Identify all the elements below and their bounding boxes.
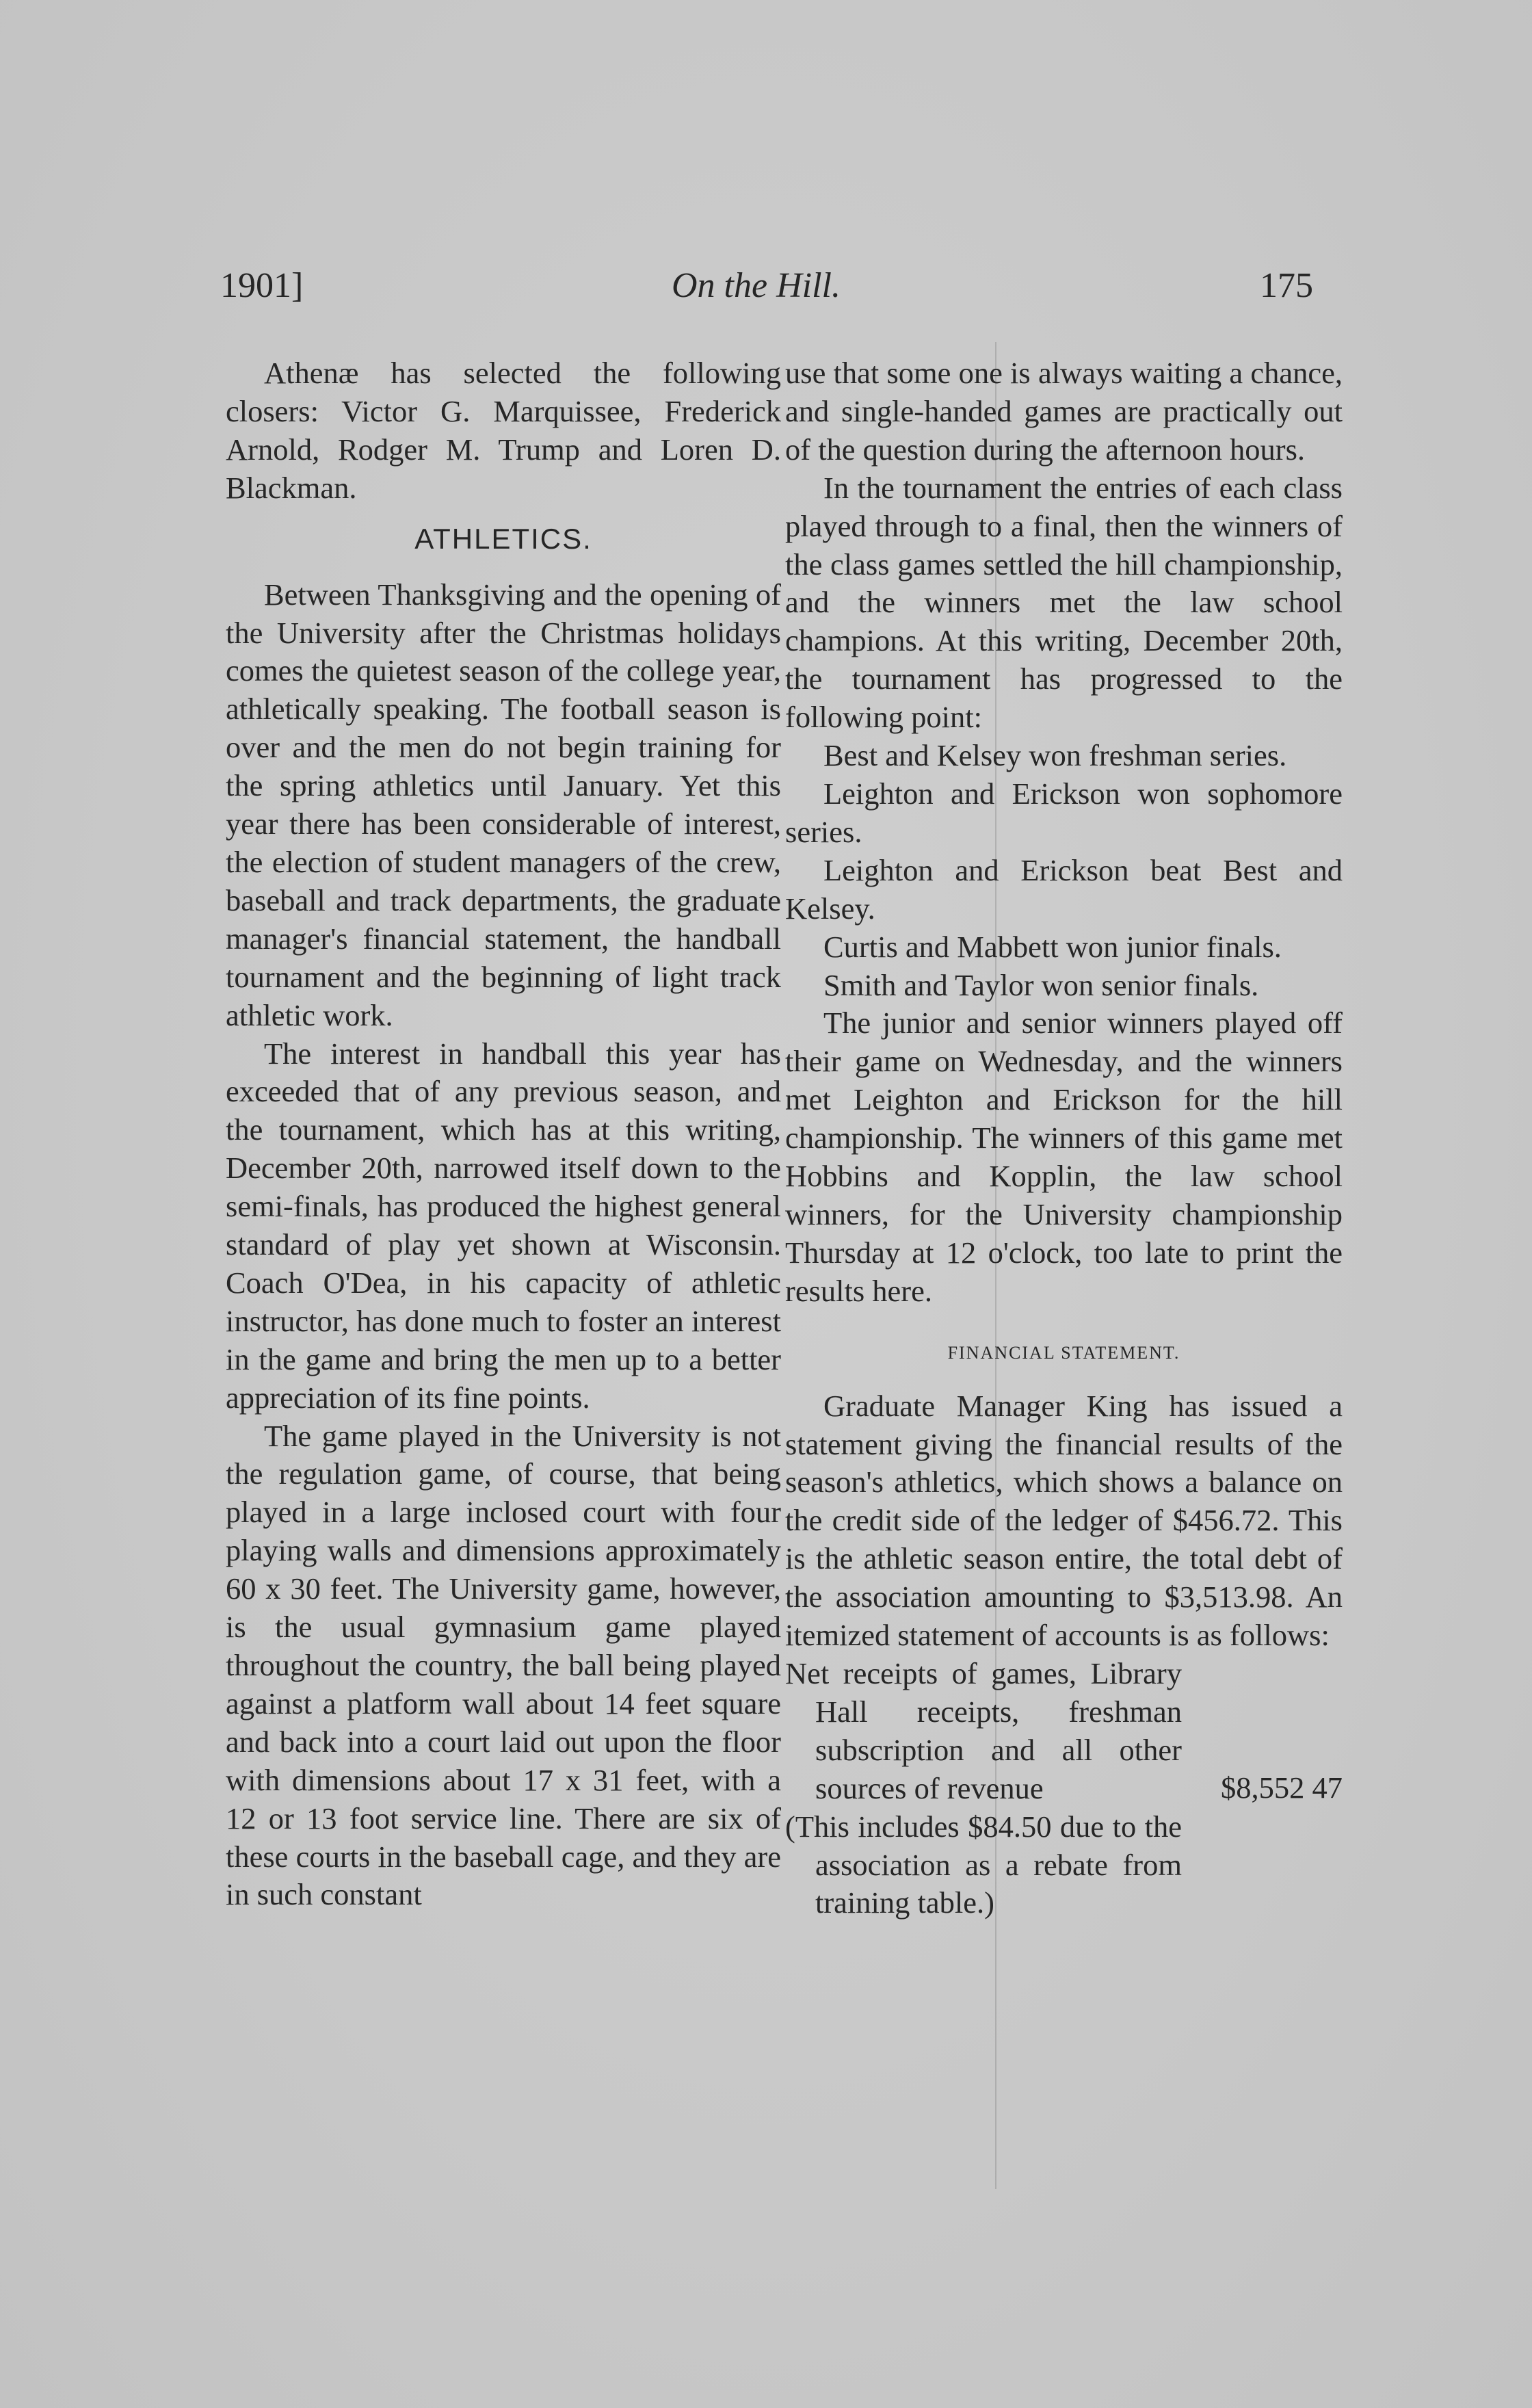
account-item-text: Net receipts of games, Library Hall receipts, freshman subscription and all other sources of revenue	[785, 1656, 1182, 1805]
athletics-intro-paragraph: Between Thanksgiving and the opening of the University after the Christmas holidays comes the quietest season of the college year, athletically speaking. The football season is over and the men do not begin training for the spring athletics until January. Yet this year there has been considerable of interest, the election of student managers of the crew, baseball and track departments, the graduate manager's financial statement, the handball tournament and the beginning of light track athletic work.	[226, 577, 781, 1032]
page-number: 175	[1260, 266, 1313, 305]
result-line: Curtis and Mabbett won junior finals.	[823, 929, 1282, 964]
university-game-paragraph: The game played in the University is not the regulation game, of course, that being played in a large inclosed court with four playing walls and dimensions approximately 60 x 30 feet. The University game, however, is the usual gymnasium game played throughout the country, the ball being played against a platform wall about 14 feet square and back into a court laid out upon the floor with dimensions about 17 x 31 feet, with a 12 or 13 foot service line. There are six of these courts in the baseball cage, and they are in such constant	[226, 1418, 781, 1912]
result-line: Leighton and Erickson beat Best and Kelsey.	[785, 852, 1343, 926]
left-column	[226, 354, 781, 1914]
tournament-paragraph: In the tournament the entries of each class played through to a final, then the winners of the class games settled the hill championship, and the winners met the law school champions. At this writing, December 20th, the tournament has progressed to the following point:	[785, 470, 1343, 735]
right-column	[785, 354, 1343, 1922]
header-year: 1901]	[220, 266, 304, 305]
athenae-closers-paragraph: Athenæ has selected the following closers: Victor G. Marquissee, Frederick Arnold, Rodger M. Trump and Loren D. Blackman.	[226, 356, 781, 505]
financial-statement-heading: FINANCIAL STATEMENT.	[947, 1342, 1180, 1363]
result-line: Smith and Taylor won senior finals.	[823, 967, 1259, 1002]
account-item-note: (This includes $84.50 due to the association as a rebate from training table.)	[785, 1809, 1182, 1920]
header-title: On the Hill.	[672, 266, 841, 305]
athletics-heading: ATHLETICS.	[414, 522, 592, 555]
financial-paragraph: Graduate Manager King has issued a statement giving the financial results of the season's athletics, which shows a balance on the credit side of the ledger of $456.72. This is the athletic season entire, the total debt of the association amounting to $3,513.98. An itemized statement of accounts is as follows:	[785, 1388, 1343, 1653]
handball-interest-paragraph: The interest in handball this year has exceeded that of any previous season, and the tournament, which has at this writing, December 20th, narrowed itself down to the semi-finals, has produced the highest general standard of play yet shown at Wisconsin. Coach O'Dea, in his capacity of athletic instructor, has done much to foster an interest in the game and bring the men up to a better appreciation of its fine points.	[226, 1036, 781, 1415]
result-line: Best and Kelsey won freshman series.	[823, 738, 1287, 773]
account-item-amount: $8,552 47	[1221, 1770, 1343, 1805]
result-line: Leighton and Erickson won sophomore series.	[785, 776, 1343, 849]
account-item	[785, 1655, 1343, 1922]
championship-paragraph: The junior and senior winners played off their game on Wednesday, and the winners met Leighton and Erickson for the hill championship. The winners of this game met Hobbins and Kopplin, the law school winners, for the University championship Thursday at 12 o'clock, too late to print the results here.	[785, 1006, 1343, 1308]
handball-continued-paragraph: use that some one is always waiting a chance, and single-handed games are practically out of the question during the afternoon hours.	[785, 356, 1343, 467]
